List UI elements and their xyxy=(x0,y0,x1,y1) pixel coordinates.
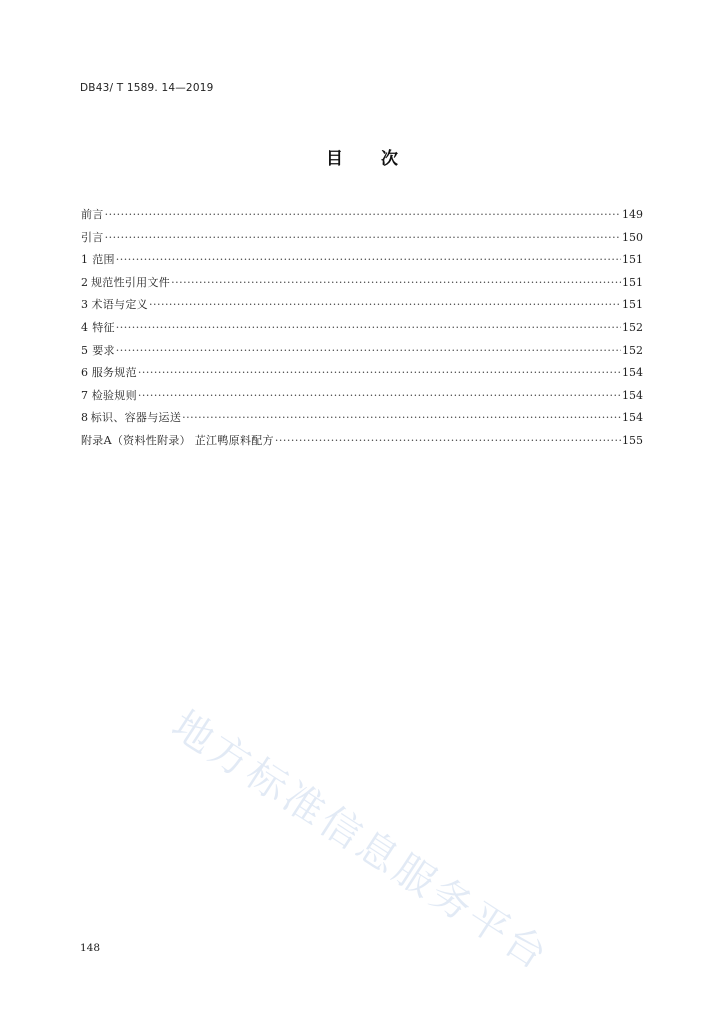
toc-entry-label: 范围 xyxy=(92,253,115,267)
toc-entry-label: 规范性引用文件 xyxy=(90,275,171,289)
toc-entry-page: 151 xyxy=(622,253,643,267)
toc-dot-leader xyxy=(275,434,621,447)
toc-dot-leader xyxy=(116,344,621,357)
toc-entry-terms-definitions[interactable] xyxy=(81,296,643,319)
toc-entry-label: 术语与定义 xyxy=(91,298,148,312)
toc-entry-label: 引言 xyxy=(81,230,104,244)
toc-dot-leader xyxy=(105,208,621,221)
toc-dot-leader xyxy=(171,276,621,289)
toc-title: 目次 xyxy=(326,149,436,169)
toc-entry-label: 要求 xyxy=(92,343,115,357)
toc-entry-number: 4 xyxy=(81,320,88,334)
toc-entry-number: 5 xyxy=(81,343,88,357)
toc-entry-inspection-rules[interactable] xyxy=(81,387,643,410)
toc-entry-scope[interactable] xyxy=(81,251,643,274)
toc-entry-number: 3 xyxy=(81,298,88,312)
toc-entry-number: 6 xyxy=(81,366,88,380)
toc-entry-page: 155 xyxy=(622,433,643,447)
toc-entry-page: 151 xyxy=(622,275,643,289)
toc-entry-number: 2 xyxy=(81,275,88,289)
toc-entry-label: 特征 xyxy=(92,320,115,334)
toc-entry-label: 服务规范 xyxy=(91,366,137,380)
toc-dot-leader xyxy=(138,389,621,402)
toc-entry-page: 151 xyxy=(622,298,643,312)
toc-entry-page: 152 xyxy=(622,343,643,357)
toc-entry-foreword[interactable] xyxy=(81,206,643,229)
toc-entry-page: 154 xyxy=(622,366,643,380)
toc-dot-leader xyxy=(116,321,621,334)
toc-entry-requirements[interactable] xyxy=(81,342,643,365)
toc-entry-label: 检验规则 xyxy=(91,388,137,402)
toc-entry-marking-containers-transport[interactable] xyxy=(81,409,643,432)
toc-entry-service-specification[interactable] xyxy=(81,364,643,387)
toc-entry-number: 8 xyxy=(81,411,88,425)
toc-entry-page: 154 xyxy=(622,388,643,402)
toc-entry-page: 152 xyxy=(622,320,643,334)
table-of-contents xyxy=(81,206,643,455)
toc-entry-normative-references[interactable] xyxy=(81,274,643,297)
toc-entry-number: 7 xyxy=(81,388,88,402)
toc-entry-label: 前言 xyxy=(81,208,104,221)
toc-dot-leader xyxy=(138,366,621,379)
toc-entry-page: 154 xyxy=(622,411,643,425)
toc-entry-number: 1 xyxy=(81,253,88,267)
toc-dot-leader xyxy=(105,231,621,244)
document-code: DB43/ T 1589. 14—2019 xyxy=(80,82,214,94)
toc-dot-leader xyxy=(116,253,621,266)
toc-entry-label: 附录A（资料性附录） 芷江鸭原料配方 xyxy=(81,433,274,447)
watermark-text: 地方标准信息服务平台 xyxy=(163,702,558,981)
toc-entry-label: 标识、容器与运送 xyxy=(90,411,182,425)
toc-dot-leader xyxy=(149,298,621,311)
page-number: 148 xyxy=(80,942,101,954)
toc-entry-page: 149 xyxy=(622,208,643,221)
toc-entry-page: 150 xyxy=(622,230,643,244)
toc-entry-introduction[interactable] xyxy=(81,229,643,252)
toc-entry-characteristics[interactable] xyxy=(81,319,643,342)
toc-dot-leader xyxy=(182,411,621,424)
toc-entry-appendix-a[interactable] xyxy=(81,432,643,455)
